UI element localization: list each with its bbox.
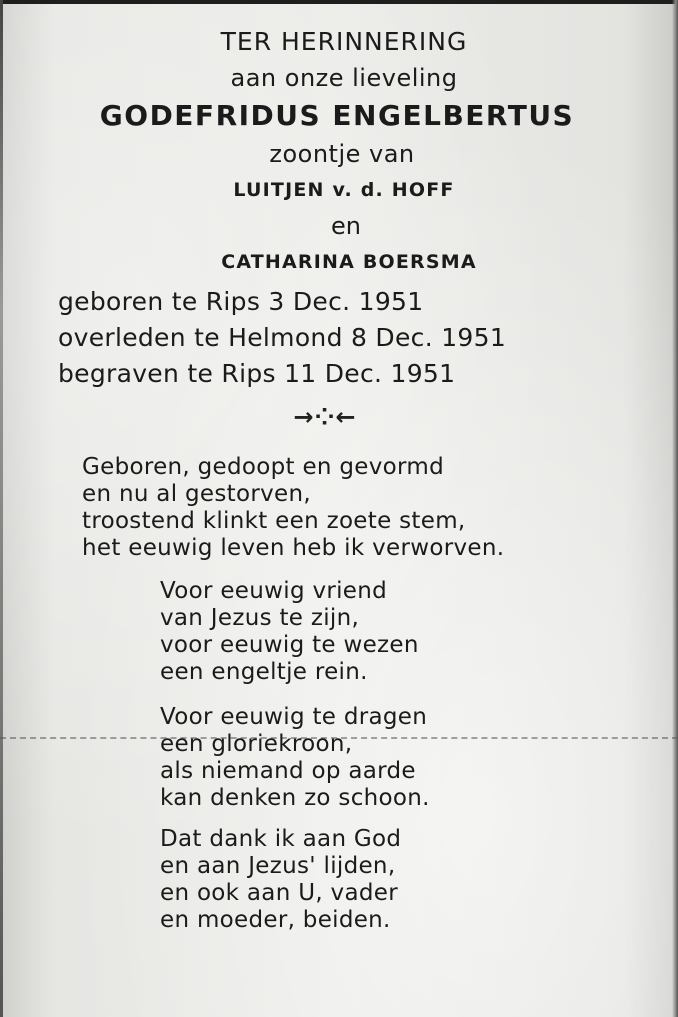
poem-line: een engeltje rein.: [160, 659, 368, 685]
poem-line: en moeder, beiden.: [160, 907, 391, 933]
poem-line: voor eeuwig te wezen: [160, 632, 419, 658]
poem-line: en aan Jezus' lijden,: [160, 853, 396, 879]
conjunction-text: en: [331, 212, 361, 240]
poem-line: het eeuwig leven heb ik verworven.: [82, 535, 505, 561]
poem-intro: [82, 454, 662, 562]
burial-date: begraven te Rips 11 Dec. 1951: [58, 359, 456, 388]
birth-date: geboren te Rips 3 Dec. 1951: [58, 287, 424, 316]
relation-text: zoontje van: [269, 140, 415, 168]
poem-stanza-1: [160, 578, 640, 686]
poem-line: en ook aan U, vader: [160, 880, 398, 906]
subtitle: aan onze lieveling: [230, 64, 458, 92]
dates-block: [58, 284, 658, 392]
poem-line: en nu al gestorven,: [82, 481, 311, 507]
poem-stanza-3: [160, 826, 640, 934]
title: TER HERINNERING: [220, 27, 468, 56]
poem-line: Geboren, gedoopt en gevormd: [82, 454, 444, 480]
death-date: overleden te Helmond 8 Dec. 1951: [58, 323, 507, 352]
scan-edge-top: [0, 0, 678, 4]
poem-line: als niemand op aarde: [160, 758, 416, 784]
poem-line: Voor eeuwig te dragen: [160, 704, 428, 730]
poem-line: kan denken zo schoon.: [160, 785, 430, 811]
deceased-name: GODEFRIDUS ENGELBERTUS: [99, 99, 575, 132]
father-name: LUITJEN v. d. HOFF: [233, 179, 455, 201]
poem-line: Dat dank ik aan God: [160, 826, 402, 852]
poem-line: Voor eeuwig vriend: [160, 578, 388, 604]
card-header: [0, 24, 678, 280]
poem-line: van Jezus te zijn,: [160, 605, 360, 631]
poem-stanza-2: [160, 704, 640, 812]
mother-name: CATHARINA BOERSMA: [221, 251, 477, 273]
poem-line: een gloriekroon,: [160, 731, 353, 757]
ornament-divider: →⁘←: [293, 403, 357, 431]
poem-line: troostend klinkt een zoete stem,: [82, 508, 466, 534]
